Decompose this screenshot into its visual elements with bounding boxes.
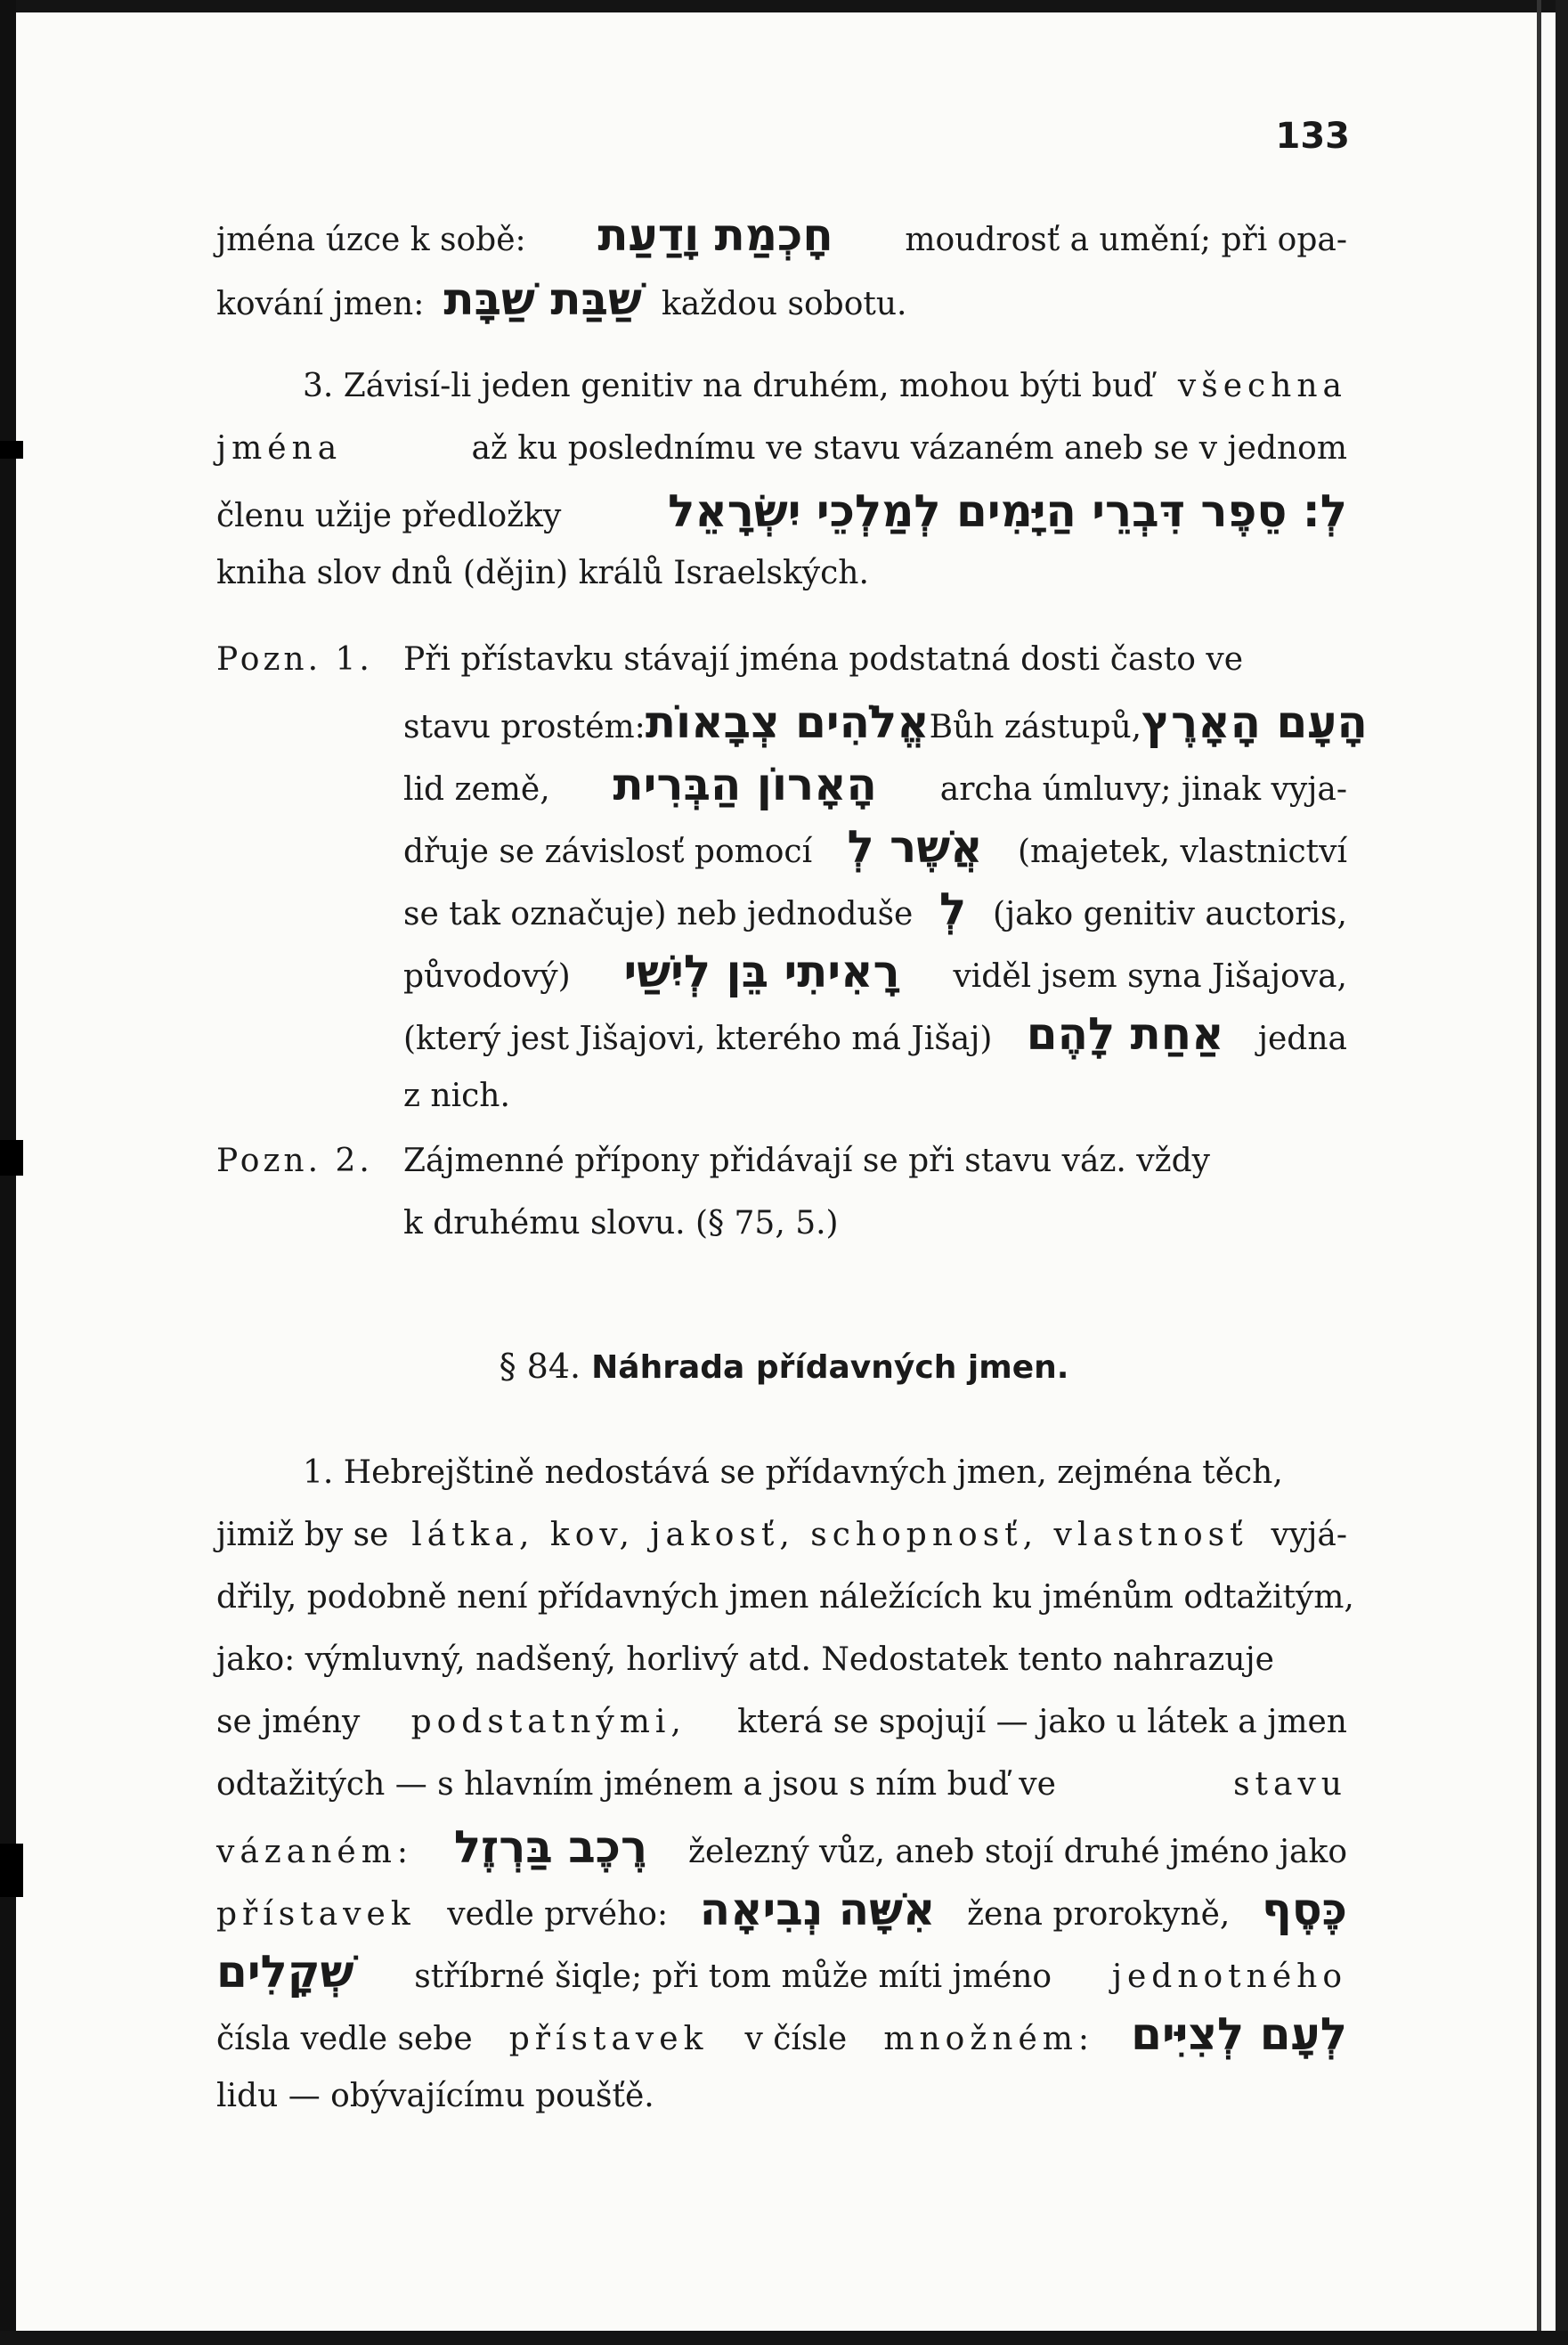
hebrew-text: אֱלֹהִים צְבָאוֹת [645, 696, 930, 748]
section-heading [0, 1343, 1568, 1391]
text-line [403, 1008, 1347, 1064]
spaced-text: stavu [1233, 1766, 1347, 1803]
text-span: Při přístavku stávají jména podstatná dosti často ve [403, 641, 1244, 678]
spaced-text: všechna [1177, 368, 1347, 404]
text-span: se tak označuje) neb jednoduše [403, 896, 914, 932]
text-span: se jmény [216, 1704, 361, 1740]
hebrew-text: לְ [939, 883, 967, 935]
text-line: z nich. [403, 1078, 510, 1114]
text-span: vyjá- [1271, 1517, 1347, 1553]
hebrew-text: שְׁקָלִים [216, 1946, 354, 1998]
text-line: lidu — obývajícímu poušťě. [216, 2078, 654, 2114]
text-span: železný vůz, aneb stojí druhé jméno jako [688, 1834, 1347, 1870]
text-span: moudrosť a umění; při opa- [905, 222, 1347, 258]
text-span: Zájmenné přípony přidávají se při stavu váz. vždy [403, 1143, 1210, 1179]
text-line [403, 637, 1347, 690]
text-line [216, 485, 1347, 541]
spaced-text: podstatnými, [410, 1704, 687, 1740]
text-line [216, 1886, 1347, 1940]
hebrew-text: רֶכֶב בַּרְזֶל [453, 1821, 648, 1873]
text-line [216, 1821, 1347, 1877]
text-span: kování jmen: [216, 286, 425, 322]
section-number: § 84. [499, 1347, 581, 1386]
note-label: Pozn. 1. [216, 641, 373, 678]
text-span: původový) [403, 958, 571, 995]
text-line [403, 883, 1347, 940]
text-span: v čísle [744, 2021, 848, 2057]
text-line [216, 1762, 1347, 1815]
spaced-text: přístavek [508, 2021, 709, 2057]
text-span: dřily, podobně není přídavných jmen náležících ku jménům odtažitým, [216, 1579, 1354, 1616]
spaced-text: jména [216, 430, 343, 467]
hebrew-text: אַחַת לָהֶם [1026, 1008, 1224, 1060]
text-line [403, 761, 1347, 815]
spaced-text: množném: [883, 2021, 1095, 2057]
text-line: kniha slov dnů (dějin) králů Israelských. [216, 555, 869, 591]
text-line [403, 1138, 1347, 1192]
text-span: každou sobotu. [661, 286, 907, 322]
spaced-text: jednotného [1111, 1958, 1347, 1995]
note-label: Pozn. 2. [216, 1143, 373, 1179]
text-span: (který jest Jišajovi, kterého má Jišaj) [403, 1021, 993, 1057]
text-line [216, 1699, 1347, 1753]
text-span: jimiž by se [216, 1517, 389, 1553]
text-span: která se spojují — jako u látek a jmen [737, 1704, 1347, 1740]
hebrew-text: לְ: סֵפֶר דִּבְרֵי הַיָּמִים לְמַלְכֵי יִשְׂרָאֵל [668, 485, 1347, 537]
scan-border-bottom [0, 2331, 1568, 2345]
text-span: Bůh zástupů, [929, 709, 1142, 745]
text-span: odtažitých — s hlavním jménem a jsou s ním buď ve [216, 1766, 1056, 1803]
text-span: lid země, [403, 771, 550, 808]
text-span: 1. Hebrejštině nedostává se přídavných jmen, zejména těch, [303, 1454, 1283, 1491]
text-line [403, 821, 1347, 877]
scan-border-right-inner [1537, 0, 1541, 2345]
text-line [216, 1637, 1347, 1690]
scan-mark [0, 1844, 23, 1897]
text-line [403, 946, 1347, 1002]
text-line: k druhému slovu. (§ 75, 5.) [403, 1205, 839, 1242]
text-span: jako: výmluvný, nadšený, horlivý atd. Nedostatek tento nahrazuje [216, 1641, 1274, 1678]
hebrew-text: הָעָם הָאָרֶץ [1141, 696, 1368, 748]
hebrew-text: הָאָרוֹן הַבְּרִית [613, 759, 877, 810]
text-line [216, 1512, 1347, 1566]
hebrew-text: חָכְמַת וָדַעַת [597, 209, 833, 261]
text-span: jména úzce k sobě: [216, 222, 526, 258]
text-span: vedle prvého: [447, 1896, 669, 1933]
spaced-text: přístavek [216, 1896, 416, 1933]
hebrew-text: שַׁבַּת שַׁבָּת [443, 273, 642, 325]
spaced-text: látka, kov, jakosť, schopnosť, vlastnosť [411, 1517, 1248, 1553]
text-line [216, 2008, 1347, 2064]
text-span: archa úmluvy; jinak vyja- [939, 771, 1347, 808]
text-span: stavu prostém: [403, 709, 646, 745]
page-number: 133 [1275, 116, 1350, 157]
text-span: žena prorokyně, [967, 1896, 1231, 1933]
hebrew-text: כֶּסֶף [1261, 1884, 1347, 1935]
hebrew-text: רָאִיתִי בֵּן לְיִשַׁי [623, 946, 900, 997]
text-line [216, 1575, 1354, 1628]
text-line [216, 1946, 1347, 2002]
text-line [403, 696, 1368, 753]
text-span: jedna [1257, 1021, 1347, 1057]
text-span: až ku poslednímu ve stavu vázaném aneb se v jednom [471, 430, 1347, 467]
section-title: Náhrada přídavných jmen. [591, 1349, 1069, 1386]
text-line [216, 426, 1347, 479]
text-span: čísla vedle sebe [216, 2021, 473, 2057]
text-span: 3. Závisí-li jeden genitiv na druhém, mohou býti buď [303, 368, 1154, 404]
hebrew-text: אִשָּׁה נְבִיאָה [699, 1884, 936, 1935]
spaced-text: vázaném: [216, 1834, 413, 1870]
scan-border-top [0, 0, 1568, 12]
scan-border-right [1556, 0, 1568, 2345]
text-span: dřuje se závislosť pomocí [403, 834, 813, 870]
text-span: (jako genitiv auctoris, [992, 896, 1347, 932]
text-span: (majetek, vlastnictví [1017, 834, 1347, 870]
scan-mark [0, 441, 23, 459]
text-line [303, 1450, 1347, 1503]
text-line [216, 209, 1347, 265]
text-line [303, 363, 1347, 417]
text-line [216, 273, 907, 330]
hebrew-text: אֲשֶׁר לְ [847, 821, 983, 873]
text-span: členu užije předložky [216, 498, 562, 534]
text-span: viděl jsem syna Jišajova, [953, 958, 1347, 995]
text-span: stříbrné šiqle; při tom může míti jméno [414, 1958, 1052, 1995]
scan-mark [0, 1140, 23, 1176]
hebrew-text: לְעָם לְצִיִּים [1131, 2008, 1347, 2060]
